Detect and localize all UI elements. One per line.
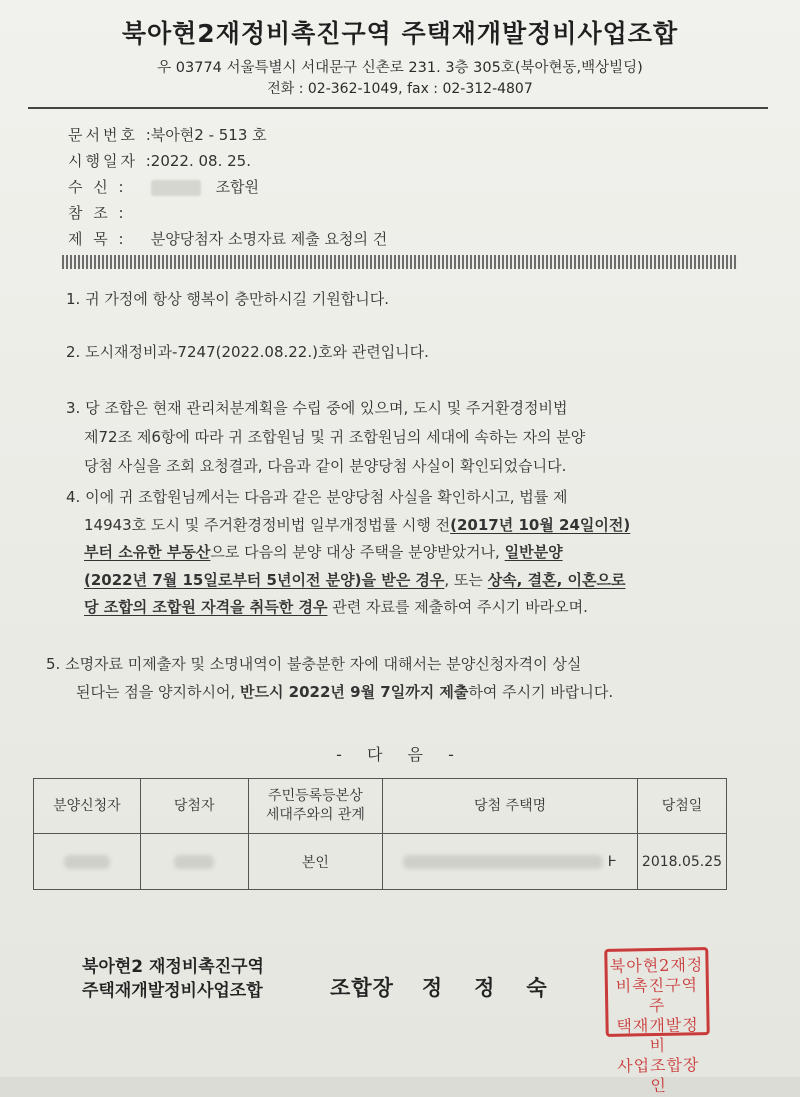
official-seal-stamp	[604, 947, 710, 1096]
table-row	[34, 834, 727, 890]
paragraph-1	[66, 287, 389, 312]
p4-l3-emph-a: 부터 소유한 부동산	[84, 543, 211, 561]
reference-label: 참 조 :	[68, 204, 127, 222]
col-house: 당첨 주택명	[383, 779, 638, 834]
issuer-line-2: 주택재개발정비사업조합	[82, 981, 263, 1001]
p4-l5-text: 관련 자료를 제출하여 주시기 바라오며.	[327, 598, 588, 616]
redacted-name	[151, 180, 201, 196]
redacted-applicant	[64, 855, 110, 869]
paragraph-3-line-3: 당첨 사실을 조회 요청결과, 다음과 같이 분양당첨 사실이 확인되었습니다.	[84, 457, 567, 475]
p4-l2-emph: (2017년 10월 24일이전)	[450, 515, 631, 534]
paragraph-4-line-2	[66, 512, 630, 540]
cell-date: 2018.05.25	[638, 834, 727, 890]
seal-line-1: 북아현2재정	[609, 955, 704, 976]
address-line: 우 03774 서울특별시 서대문구 신촌로 231. 3층 305호(북아현동,백상빌딩)	[157, 60, 643, 76]
paragraph-4	[66, 484, 630, 622]
paragraph-4-line-4	[66, 567, 630, 595]
doc-number-row	[68, 124, 267, 145]
contact-line: 전화 : 02-362-1049, fax : 02-312-4807	[267, 81, 533, 97]
issuer-line-1: 북아현2 재정비촉진구역	[82, 957, 264, 977]
issuer-organization	[82, 955, 264, 1003]
reference-row	[68, 202, 146, 223]
paragraph-2	[66, 340, 429, 365]
subject-value: 분양당첨자 소명자료 제출 요청의 건	[150, 230, 388, 248]
p4-l2-text: 14943호 도시 및 주거환경정비법 일부개정법률 시행 전	[84, 515, 451, 534]
col-relation	[248, 779, 383, 834]
doc-number-value: 북아현2 - 513 호	[150, 126, 267, 144]
col-relation-line-1: 주민등록등본상	[268, 788, 363, 804]
col-winner: 당첨자	[140, 779, 248, 834]
cell-relation: 본인	[248, 834, 383, 890]
paragraph-3	[66, 394, 585, 481]
chairperson-title: 조합장	[330, 976, 394, 1000]
cell-applicant	[34, 834, 141, 890]
p4-l4-text: , 또는	[444, 570, 488, 589]
redacted-winner	[174, 855, 214, 869]
chairperson-signature	[330, 972, 579, 1002]
paragraph-1-text: 1. 귀 가정에 항상 행복이 충만하시길 기원합니다.	[66, 290, 389, 308]
house-suffix: Ͱ	[607, 853, 617, 870]
seal-line-2: 비촉진구역주	[615, 975, 699, 1016]
date-value: 2022. 08. 25.	[150, 152, 251, 170]
col-date: 당첨일	[638, 779, 727, 834]
paragraph-5-line-1: 5. 소명자료 미제출자 및 소명내역이 불충분한 자에 대해서는 분양신청자격이 상실	[46, 655, 582, 673]
subject-row	[68, 228, 387, 249]
paragraph-2-text: 2. 도시재정비과-7247(2022.08.22.)호와 관련입니다.	[66, 343, 429, 361]
recipient-row	[68, 176, 259, 197]
date-label: 시행일자 :	[68, 152, 154, 170]
col-relation-line-2: 세대주와의 관계	[265, 807, 365, 823]
paragraph-5-line-2	[46, 678, 613, 706]
doc-number-label: 문서번호 :	[68, 126, 154, 144]
p4-l3-text: 으로 다음의 분양 대상 주택을 분양받았거나,	[210, 543, 500, 561]
paragraph-5	[46, 650, 613, 706]
p4-l4-emph-b: 상속, 결혼, 이혼으로	[487, 570, 626, 589]
seal-line-4: 사업조합장인	[616, 1055, 700, 1096]
winner-table	[33, 778, 727, 890]
paragraph-4-line-3	[66, 539, 630, 567]
hatched-divider	[62, 255, 738, 269]
p4-l4-emph-a: (2022년 7월 15일로부터 5년이전 분양)을 받은 경우	[84, 570, 445, 589]
table-header-row	[34, 779, 727, 834]
chairperson-name: 정정숙	[421, 976, 579, 1000]
paragraph-4-line-5	[66, 594, 630, 622]
recipient-label: 수 신 :	[68, 178, 127, 196]
subject-label: 제 목 :	[68, 230, 127, 248]
p4-l3-emph-b: 일반분양	[504, 543, 563, 561]
p4-l5-emph: 당 조합의 조합원 자격을 취득한 경우	[84, 598, 328, 616]
paragraph-3-line-2: 제72조 제6항에 따라 귀 조합원님 및 귀 조합원님의 세대에 속하는 자의 분양	[84, 428, 586, 446]
redacted-house	[403, 855, 603, 869]
date-row	[68, 150, 251, 171]
col-applicant: 분양신청자	[34, 779, 141, 834]
p5-l2-text-a: 된다는 점을 양지하시어,	[76, 683, 240, 701]
seal-line-3: 택재개발정비	[616, 1015, 699, 1056]
p5-l2-emph: 반드시 2022년 9월 7일까지 제출	[239, 683, 469, 701]
paragraph-4-line-1: 4. 이에 귀 조합원님께서는 다음과 같은 분양당첨 사실을 확인하시고, 법률 제	[66, 488, 568, 506]
p5-l2-text-b: 하여 주시기 바랍니다.	[468, 683, 614, 701]
header-divider	[28, 107, 768, 109]
cell-winner	[140, 834, 248, 890]
paragraph-3-line-1: 3. 당 조합은 현재 관리처분계획을 수립 중에 있으며, 도시 및 주거환경정비법	[66, 399, 568, 417]
next-heading: - 다 음 -	[336, 745, 464, 764]
cell-house	[383, 834, 638, 890]
document-title: 북아현2재정비촉진구역 주택재개발정비사업조합	[121, 19, 679, 48]
recipient-value: 조합원	[215, 178, 260, 196]
